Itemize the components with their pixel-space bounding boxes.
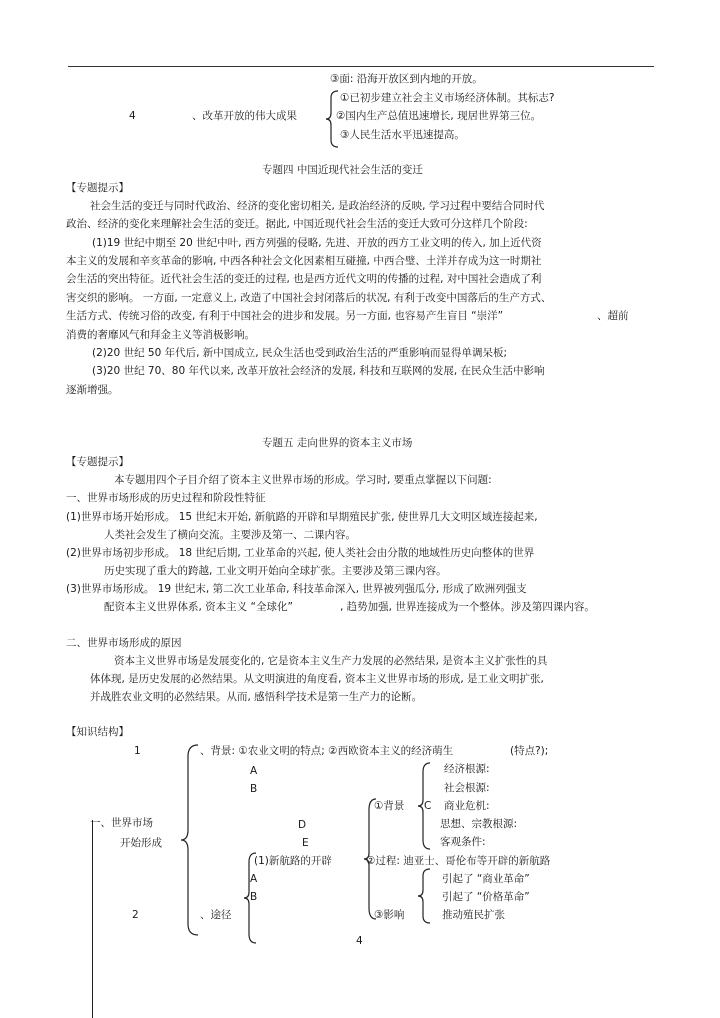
topic5-tip: 【专题提示】: [66, 456, 129, 468]
topic5-heading-1: 一、世界市场形成的历史过程和阶段性特征: [66, 492, 266, 504]
item-number-1: 1: [134, 745, 141, 757]
label-b: B: [250, 783, 258, 795]
topic4-para-line: 害交织的影响。 一方面, 一定意义上, 改造了中国社会封闭落后的状况, 有利于改变中国落后的生产方式、: [66, 292, 552, 304]
feature-question: (特点?);: [510, 745, 549, 757]
cause-line: 体体现, 是历史发展的必然结果。从文明演进的角度看, 资本主义世界市场的形成, 是工业文明扩张,: [90, 673, 544, 685]
topic4-para-line: (3)20 世纪 70、80 年代以来, 改革开放社会经济的发展, 科技和互联网的发展, 在民众生活中影响: [92, 365, 545, 377]
stage-2-line: 历史实现了重大的跨越, 工业文明开始向全球扩张。主要涉及第三课内容。: [104, 565, 447, 577]
root-label: 开始形成: [120, 837, 162, 849]
topic5-heading-2: 二、世界市场形成的原因: [66, 637, 182, 649]
label-a: A: [250, 765, 258, 777]
reform-label: 、改革开放的伟大成果: [192, 110, 297, 122]
item-number-4: 4: [129, 110, 136, 122]
topic4-para-line: 、超前: [597, 310, 629, 322]
route-sub-brace: [244, 852, 258, 944]
topic4-para-line: 逐渐增强。: [66, 384, 119, 396]
economic-root: 经济根源:: [444, 763, 490, 775]
topic4-para-line: 会生活的突出特征。近代社会生活的变迁的过程, 也是西方近代文明的传播的过程, 对中国社会造成了利: [66, 273, 542, 285]
background-label: ①背景: [374, 800, 405, 812]
topic4-para-line: 政治、经济的变化来理解社会生活的变迁。据此, 中国近现代社会生活的变迁大致可分这样几个阶段:: [66, 218, 528, 230]
cause-line: 资本主义世界市场是发展变化的, 它是资本主义生产力发展的必然结果, 是资本主义扩张性的具: [114, 655, 548, 667]
open-area-line: ③面: 沿海开放区到内地的开放。: [330, 73, 483, 85]
label-d: D: [298, 819, 307, 831]
label-c: C: [424, 800, 432, 812]
main-brace: [180, 744, 200, 936]
process-line: ②过程: 迪亚士、哥伦布等开辟的新航路: [366, 855, 551, 867]
topic4-para-line: 消费的奢靡风气和拜金主义等消极影响。: [66, 329, 255, 341]
business-crisis: 商业危机:: [444, 800, 490, 812]
reform-result-3: ③人民生活水平迅速提高。: [340, 129, 465, 141]
effect-brace: [418, 868, 432, 924]
root-label: 一、世界市场: [90, 817, 153, 829]
stage-1-line: (1)世界市场开始形成。 15 世纪末开始, 新航路的开辟和早期殖民扩张, 使世界几大文明区域连接起来,: [66, 511, 538, 523]
route-label: 、途径: [200, 909, 232, 921]
topic4-para-line: 社会生活的变迁与同时代政治、经济的变化密切相关, 是政治经济的反映, 学习过程中要结合同时代: [90, 200, 545, 212]
stage-3-line: (3)世界市场形成。 19 世纪末, 第二次工业革命, 科技革命深入, 世界被列强瓜分, 形成了欧洲列强支: [66, 583, 527, 595]
reform-result-2: ②国内生产总值迅速增长, 现居世界第三位。: [336, 110, 542, 122]
cause-line: 并战胜农业文明的必然结果。从而, 感悟科学技术是第一生产力的论断。: [90, 691, 423, 703]
stage-1-line: 人类社会发生了横向交流。主要涉及第一、二课内容。: [104, 529, 356, 541]
background-line: 、背景: ①农业文明的特点; ②西欧资本主义的经济萌生: [200, 745, 454, 757]
label-a-2: A: [250, 873, 258, 885]
knowledge-title: 【知识结构】: [66, 726, 129, 738]
reform-result-1: ①已初步建立社会主义市场经济体制。其标志?: [340, 92, 555, 104]
item-number-4b: 4: [356, 935, 363, 947]
root-vertical-line: [92, 820, 93, 1018]
topic4-para-line: (1)19 世纪中期至 20 世纪中叶, 西方列强的侵略, 先进、开放的西方工业文明的传入, 加上近代资: [92, 237, 542, 249]
stage-3-line: , 趋势加强, 世界连接成为一个整体。涉及第四课内容。: [340, 601, 595, 613]
topic4-para-line: 本主义的发展和辛亥革命的影响, 中西各种社会文化因素相互碰撞, 中西合璧、土洋并存成为这一时期社: [66, 255, 542, 267]
topic5-title: 专题五 走向世界的资本主义市场: [262, 437, 413, 449]
stage-3-line: 配资本主义世界体系, 资本主义 “全球化”: [104, 601, 293, 613]
header-rule: [68, 66, 654, 67]
social-root: 社会根源:: [444, 782, 490, 794]
effect-3: 推动殖民扩张: [442, 909, 505, 921]
thought-root: 思想、宗教根源:: [440, 818, 518, 830]
new-route-label: (1)新航路的开辟: [254, 855, 332, 867]
effect-1: 引起了 “商业革命”: [442, 873, 530, 885]
topic4-para-line: 生活方式、传统习俗的改变, 有利于中国社会的进步和发展。另一方面, 也容易产生盲目 “崇洋”: [66, 310, 504, 322]
effect-label: ③影响: [374, 909, 405, 921]
stage-2-line: (2)世界市场初步形成。 18 世纪后期, 工业革命的兴起, 使人类社会由分散的地域性历史向整体的世界: [66, 547, 535, 559]
topic4-para-line: (2)20 世纪 50 年代后, 新中国成立, 民众生活也受到政治生活的严重影响而显得单调呆板;: [92, 347, 507, 359]
topic5-intro: 本专题用四个子目介绍了资本主义世界市场的形成。学习时, 要重点掌握以下问题:: [114, 474, 492, 486]
label-e: E: [302, 837, 309, 849]
item-number-2: 2: [132, 909, 139, 921]
topic4-title: 专题四 中国近现代社会生活的变迁: [262, 164, 423, 176]
topic4-tip: 【专题提示】: [66, 182, 129, 194]
objective-condition: 客观条件:: [440, 836, 486, 848]
label-b-2: B: [250, 891, 258, 903]
effect-2: 引起了 “价格革命”: [442, 891, 530, 903]
